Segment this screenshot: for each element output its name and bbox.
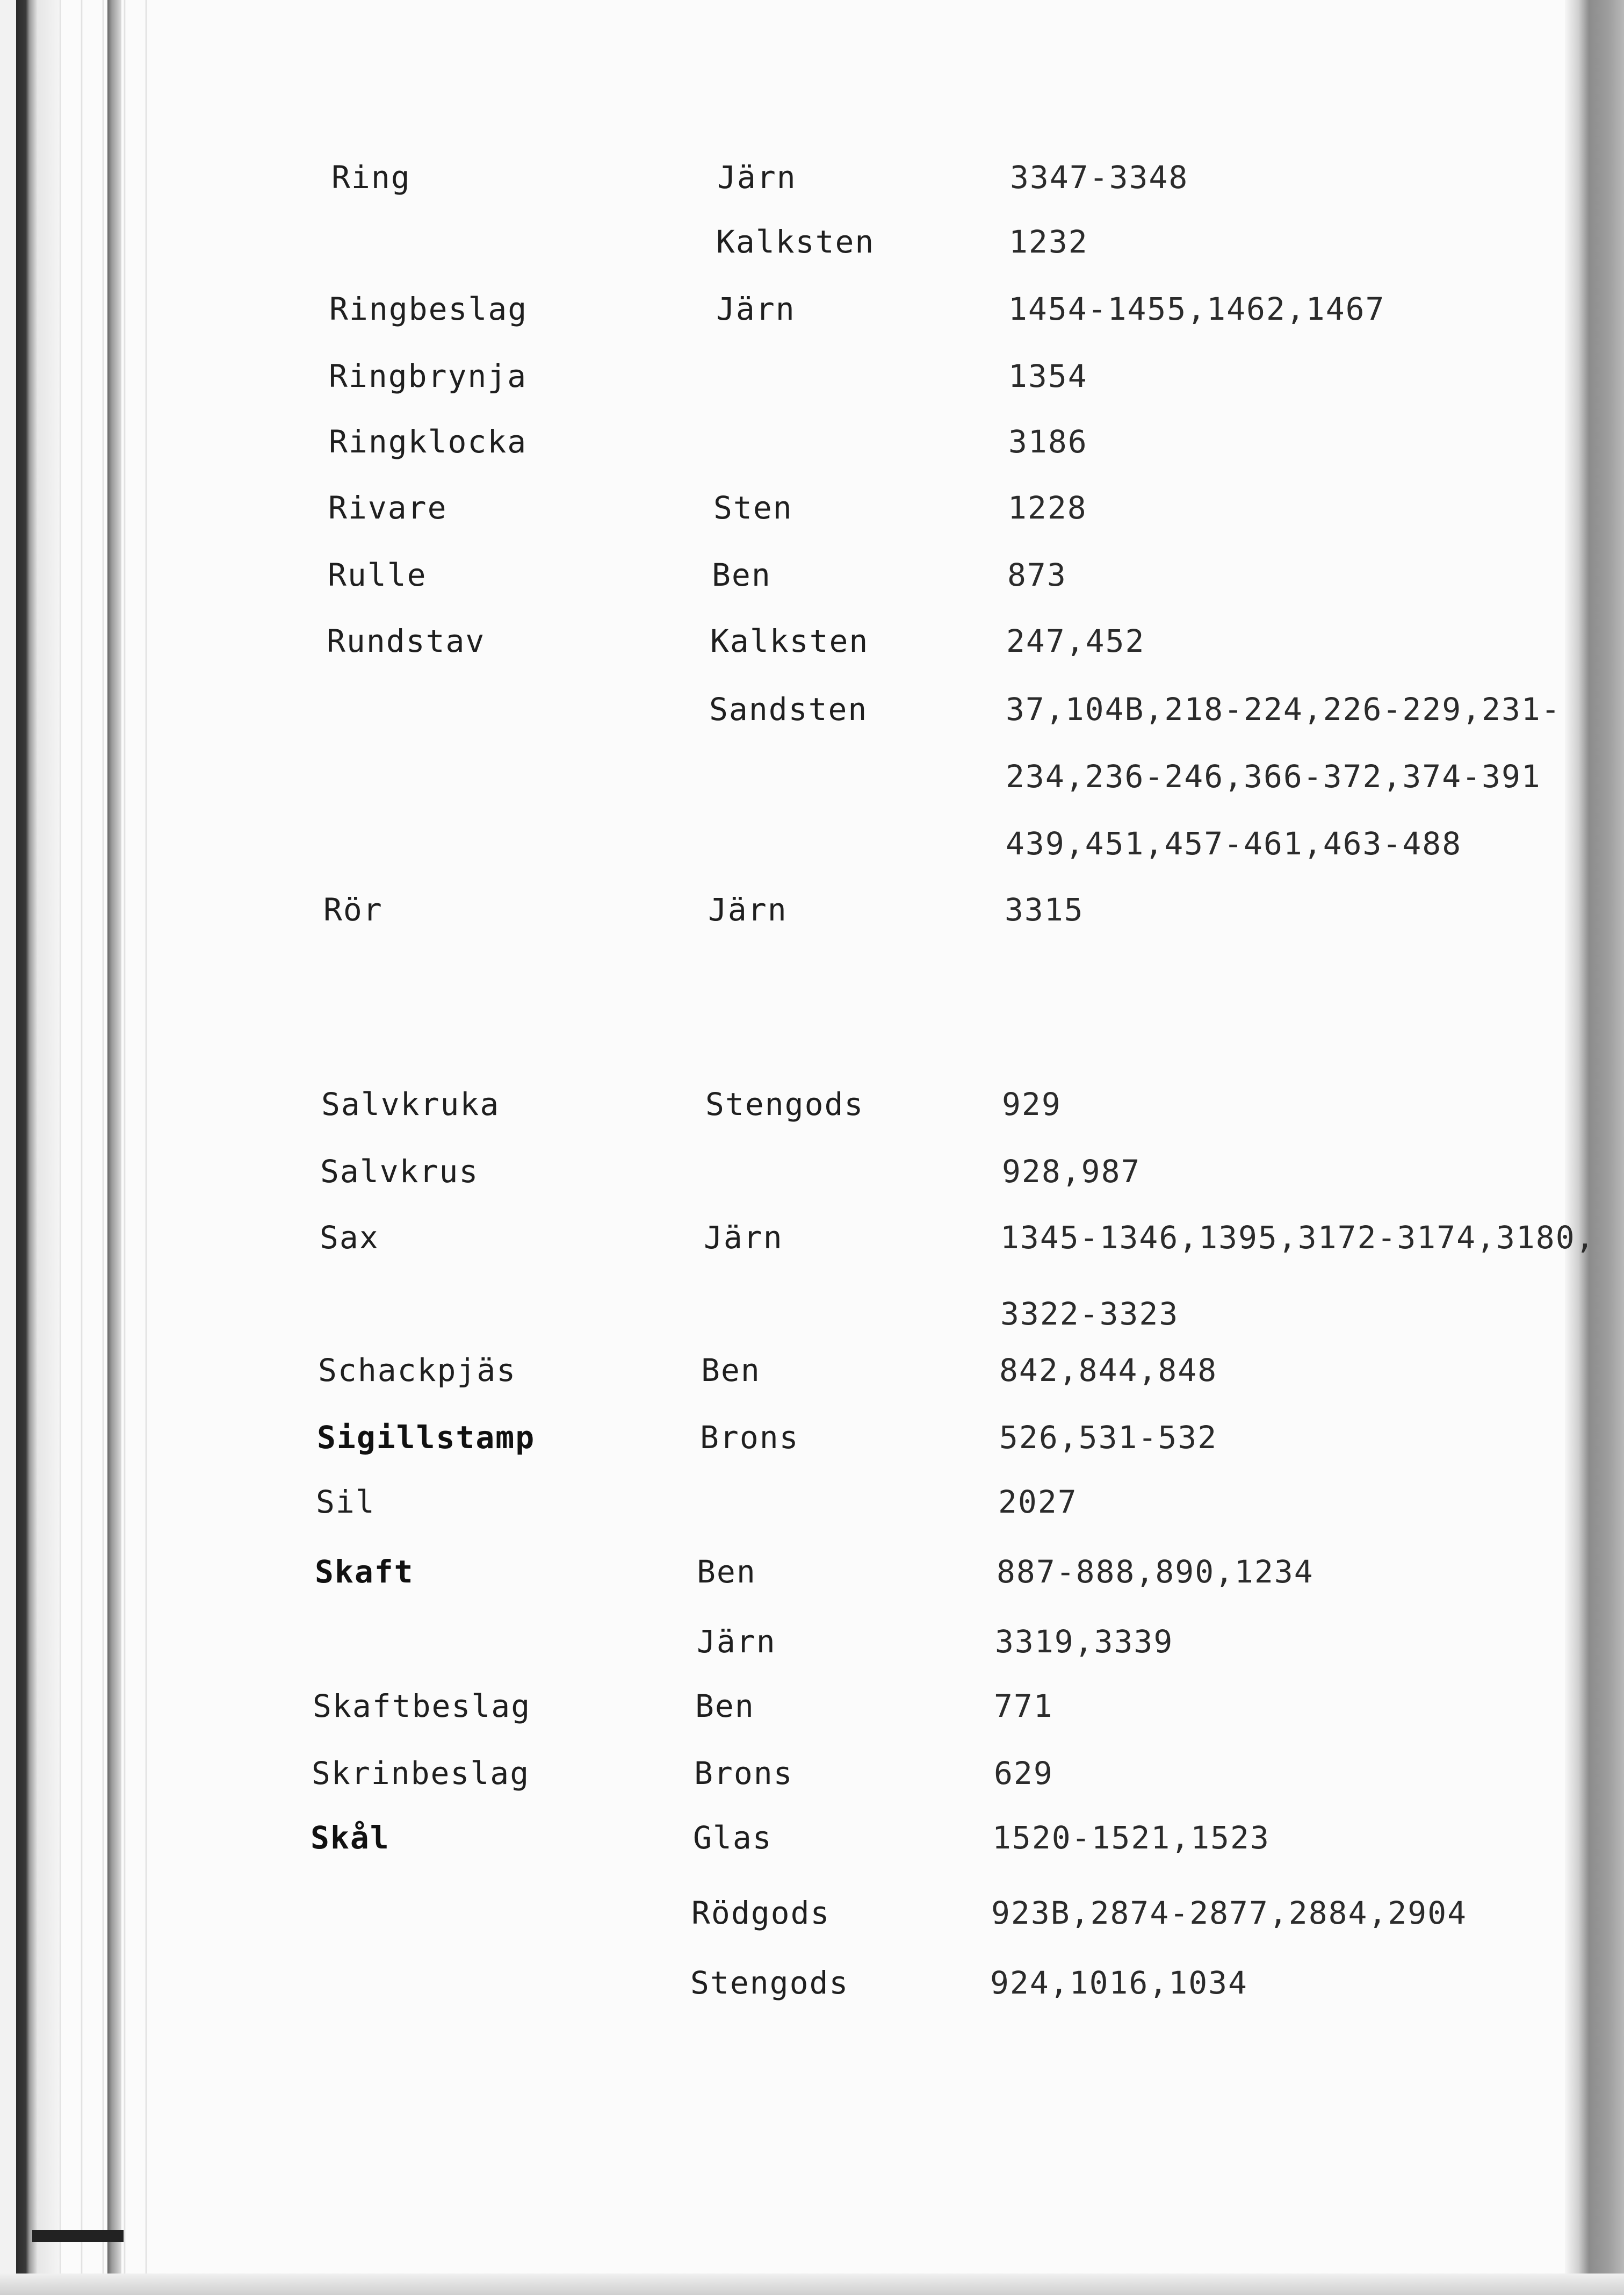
index-numbers: 439,451,457-461,463-488 <box>1006 825 1462 862</box>
index-numbers: 873 <box>1007 557 1067 593</box>
index-term: Schackpjäs <box>318 1352 517 1388</box>
index-material: Stengods <box>705 1086 864 1123</box>
index-term: Ring <box>331 159 411 196</box>
index-row <box>0 418 1558 477</box>
index-row <box>0 1290 1558 1349</box>
index-numbers: 1454-1455,1462,1467 <box>1008 291 1385 327</box>
index-material: Sandsten <box>709 691 868 728</box>
index-numbers: 923B,2874-2877,2884,2904 <box>991 1895 1468 1931</box>
index-term: Sigillstamp <box>317 1419 536 1456</box>
index-material: Rödgods <box>691 1895 831 1931</box>
index-row <box>0 752 1558 811</box>
index-term: Salvkruka <box>321 1086 500 1123</box>
index-term: Rulle <box>328 557 427 593</box>
index-numbers: 526,531-532 <box>999 1419 1218 1456</box>
index-term: Sil <box>316 1484 376 1520</box>
index-term: Rundstav <box>327 623 486 659</box>
index-material: Sten <box>713 490 793 526</box>
index-term: Rör <box>323 891 383 928</box>
index-term: Ringbeslag <box>329 291 528 327</box>
index-material: Ben <box>697 1553 756 1590</box>
index-material: Järn <box>697 1623 776 1660</box>
index-row <box>0 1548 1558 1607</box>
index-term: Ringbrynja <box>329 358 528 394</box>
index-numbers: 3322-3323 <box>1000 1296 1179 1332</box>
index-numbers: 3186 <box>1008 423 1088 460</box>
index-term: Skaft <box>315 1553 414 1590</box>
index-material: Järn <box>704 1219 783 1256</box>
index-row <box>0 819 1558 879</box>
index-material: Ben <box>695 1688 755 1724</box>
index-term: Rivare <box>328 490 447 526</box>
index-row <box>0 886 1558 945</box>
index-row <box>0 1814 1558 1873</box>
index-material: Järn <box>717 159 797 196</box>
index-numbers: 928,987 <box>1002 1153 1141 1190</box>
index-material: Stengods <box>690 1965 849 2001</box>
index-row <box>0 1617 1558 1677</box>
index-numbers: 887-888,890,1234 <box>997 1553 1314 1590</box>
index-material: Brons <box>694 1755 793 1792</box>
index-numbers: 924,1016,1034 <box>990 1965 1248 2001</box>
index-term: Skål <box>311 1819 390 1856</box>
index-row <box>0 617 1558 676</box>
index-row <box>0 1682 1558 1741</box>
index-numbers: 234,236-246,366-372,374-391 <box>1006 758 1541 795</box>
index-material: Järn <box>708 891 788 928</box>
index-row <box>0 285 1558 344</box>
index-numbers: 1228 <box>1008 490 1087 526</box>
index-row <box>0 1080 1558 1139</box>
index-numbers: 247,452 <box>1006 623 1145 659</box>
index-numbers: 1520-1521,1523 <box>992 1819 1270 1856</box>
index-row <box>0 1346 1558 1405</box>
index-numbers: 3347-3348 <box>1010 159 1189 196</box>
index-row <box>0 1147 1558 1206</box>
index-numbers: 37,104B,218-224,226-229,231- <box>1006 691 1561 728</box>
index-row <box>0 153 1558 212</box>
index-material: Kalksten <box>716 224 875 260</box>
index-numbers: 1354 <box>1008 358 1088 394</box>
index-numbers: 929 <box>1002 1086 1062 1123</box>
index-numbers: 3315 <box>1005 891 1084 928</box>
index-numbers: 1232 <box>1009 224 1088 260</box>
index-row <box>0 1959 1558 2018</box>
index-row <box>0 352 1558 411</box>
index-row <box>0 685 1561 744</box>
index-numbers: 771 <box>994 1688 1053 1724</box>
index-material: Järn <box>716 291 796 327</box>
index-numbers: 842,844,848 <box>999 1352 1218 1388</box>
index-material: Ben <box>701 1352 761 1388</box>
index-row <box>0 218 1558 277</box>
index-numbers: 3319,3339 <box>995 1623 1174 1660</box>
index-numbers: 629 <box>994 1755 1053 1792</box>
index-term: Sax <box>320 1219 379 1256</box>
index-row <box>0 1749 1558 1808</box>
index-material: Brons <box>700 1419 799 1456</box>
index-term: Salvkrus <box>320 1153 479 1190</box>
index-term: Skaftbeslag <box>313 1688 531 1724</box>
index-row <box>0 1478 1558 1537</box>
index-row <box>0 551 1558 610</box>
index-material: Kalksten <box>710 623 869 659</box>
index-row <box>0 484 1558 543</box>
index-row <box>0 1413 1558 1472</box>
index-row <box>0 1889 1558 1948</box>
index-material: Ben <box>712 557 771 593</box>
index-numbers: 2027 <box>998 1484 1078 1520</box>
index-material: Glas <box>693 1819 773 1856</box>
index-term: Skrinbeslag <box>312 1755 530 1792</box>
index-numbers: 1345-1346,1395,3172-3174,3180, <box>1000 1219 1596 1256</box>
index-term: Ringklocka <box>329 423 528 460</box>
index-row <box>0 1213 1596 1272</box>
